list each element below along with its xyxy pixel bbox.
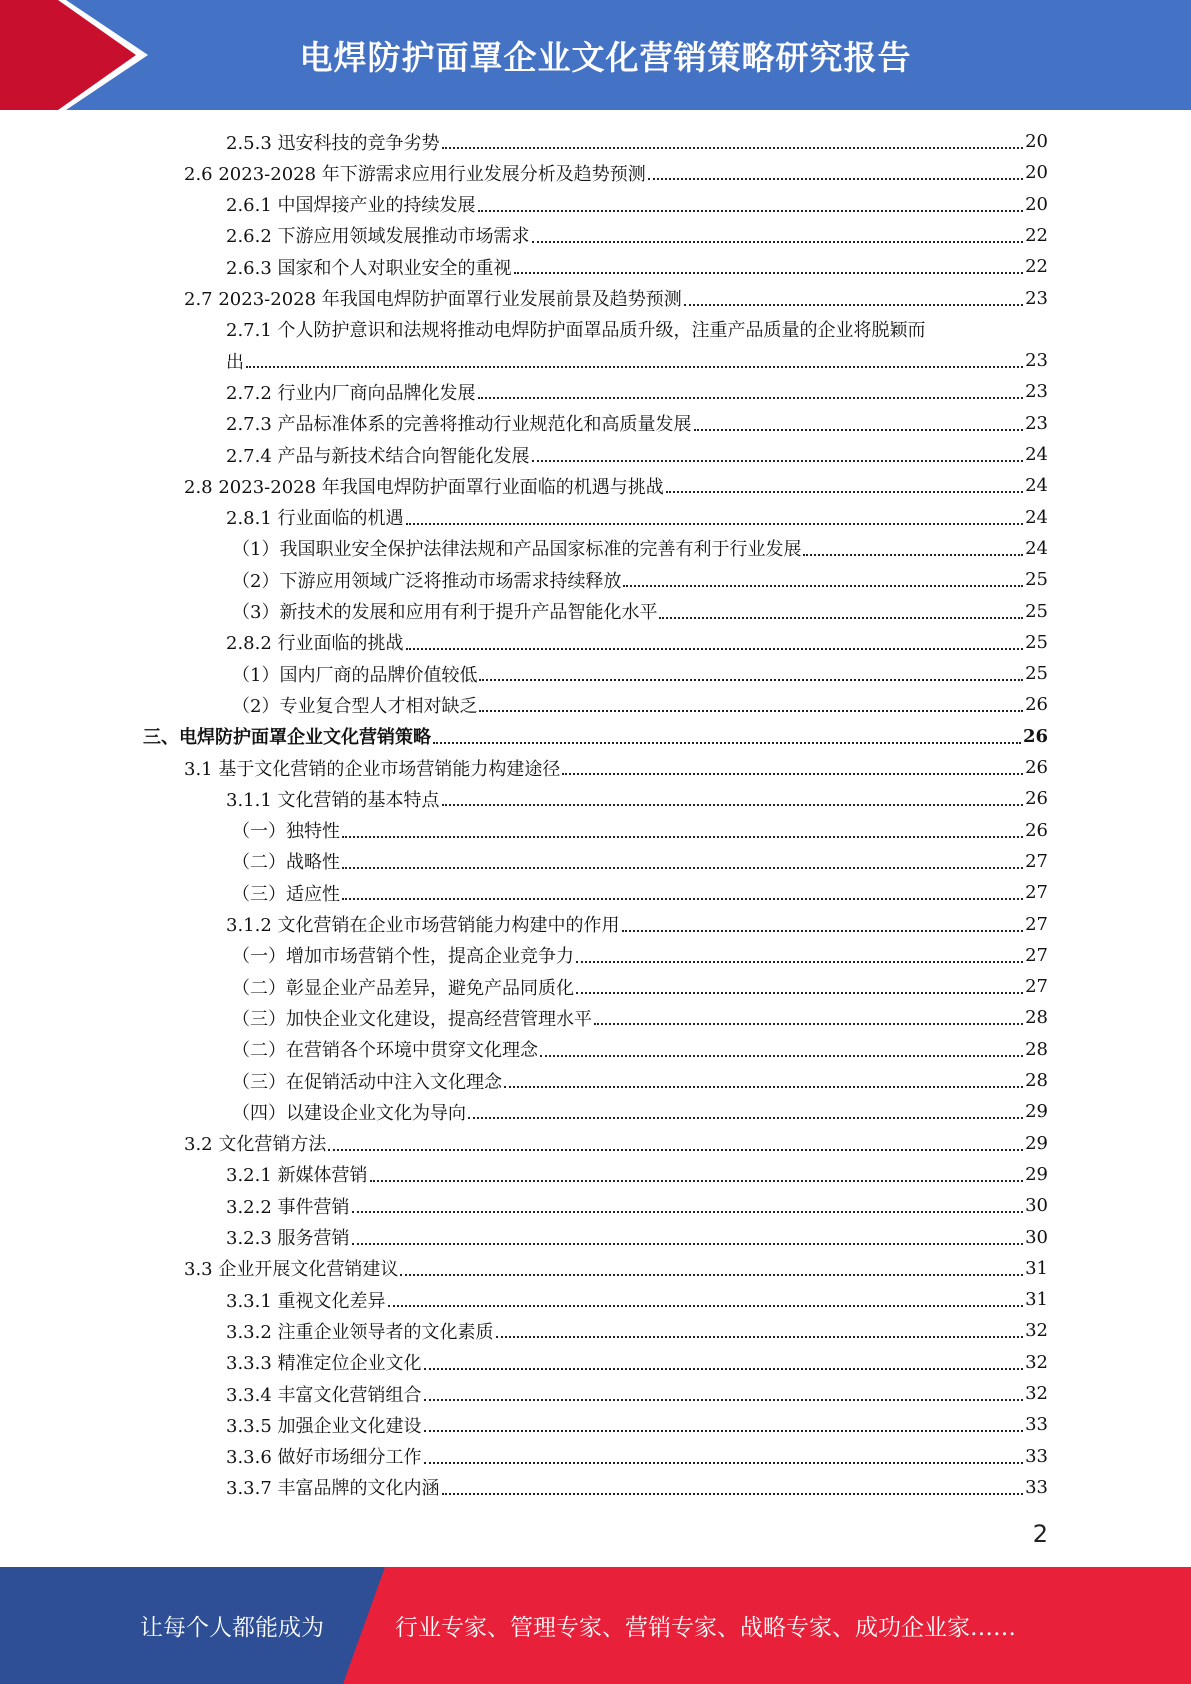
toc-entry-title: 3.3.7 丰富品牌的文化内涵 (226, 1478, 440, 1500)
toc-entry-page: 23 (1025, 381, 1048, 403)
toc-entry[interactable] (226, 376, 1048, 407)
toc-dot-leader (562, 772, 1023, 775)
toc-dot-leader (424, 1429, 1024, 1432)
toc-entry-page: 23 (1025, 287, 1048, 309)
toc-dot-leader (442, 146, 1024, 149)
toc-dot-leader (540, 1054, 1023, 1057)
toc-dot-leader (442, 803, 1024, 806)
toc-entry-title: 3.3 企业开展文化营销建议 (184, 1259, 399, 1281)
toc-entry-title: （三）适应性 (232, 883, 340, 905)
toc-entry-page: 24 (1025, 475, 1048, 497)
toc-entry-title: 2.7.2 行业内厂商向品牌化发展 (226, 382, 476, 404)
toc-dot-leader (479, 678, 1023, 681)
footer-slogan-left: 让每个人都能成为 (140, 1615, 324, 1641)
toc-entry-page: 28 (1025, 1038, 1048, 1060)
toc-dot-leader (532, 459, 1024, 462)
toc-entry-title: 3.3.2 注重企业领导者的文化素质 (226, 1321, 494, 1343)
toc-entry-page: 20 (1025, 193, 1048, 215)
toc-entry-title: 2.6.2 下游应用领域发展推动市场需求 (226, 226, 530, 248)
toc-dot-leader (388, 1304, 1024, 1307)
toc-dot-leader (424, 1398, 1024, 1401)
toc-entry-page: 28 (1025, 1007, 1048, 1029)
toc-entry-page: 27 (1025, 944, 1048, 966)
toc-entry[interactable] (184, 752, 1048, 783)
toc-dot-leader (478, 396, 1024, 399)
toc-dot-leader (406, 647, 1024, 650)
toc-dot-leader (352, 1210, 1024, 1213)
toc-dot-leader (576, 991, 1023, 994)
toc-dot-leader (576, 960, 1023, 963)
toc-entry-title: （二）彰显企业产品差异，避免产品同质化 (232, 977, 574, 999)
toc-dot-leader (433, 741, 1021, 744)
toc-entry-page: 30 (1025, 1226, 1048, 1248)
toc-dot-leader (504, 1085, 1023, 1088)
toc-entry-title: 3.2 文化营销方法 (184, 1134, 327, 1156)
toc-entry-title: 2.6.3 国家和个人对职业安全的重视 (226, 257, 512, 279)
toc-entry[interactable] (232, 533, 1048, 564)
toc-dot-leader (622, 929, 1024, 932)
toc-entry-page: 33 (1025, 1445, 1048, 1467)
page-number: 2 (1032, 1520, 1048, 1548)
toc-entry-title: 3.2.3 服务营销 (226, 1228, 350, 1249)
toc-entry-title: 2.6.1 中国焊接产业的持续发展 (226, 195, 476, 217)
toc-entry-page: 27 (1025, 913, 1048, 935)
toc-dot-leader (424, 1367, 1024, 1370)
toc-entry[interactable] (226, 1159, 1048, 1190)
toc-entry-title: 2.7.1 个人防护意识和法规将推动电焊防护面罩品质升级，注重产品质量的企业将脱颖而 (226, 320, 926, 342)
toc-dot-leader (594, 1022, 1023, 1025)
toc-entry[interactable] (226, 1315, 1048, 1346)
toc-entry-title: 2.5.3 迅安科技的竞争劣势 (226, 132, 440, 154)
toc-entry[interactable] (232, 940, 1048, 971)
toc-entry-title: 三、电焊防护面罩企业文化营销策略 (143, 727, 431, 749)
toc-entry[interactable] (232, 1096, 1048, 1127)
toc-entry-page: 25 (1025, 663, 1048, 685)
toc-dot-leader (342, 866, 1023, 869)
toc-entry[interactable] (226, 189, 1048, 220)
toc-entry-page: 26 (1025, 819, 1048, 841)
toc-dot-leader (514, 271, 1024, 274)
toc-dot-leader (370, 1179, 1024, 1182)
toc-entry-title: 2.8.2 行业面临的挑战 (226, 633, 404, 655)
toc-entry[interactable] (232, 1002, 1048, 1033)
toc-entry-page: 25 (1025, 631, 1048, 653)
toc-entry-page: 24 (1025, 444, 1048, 465)
toc-entry[interactable] (226, 408, 1048, 439)
toc-entry-title: 2.7.3 产品标准体系的完善将推动行业规范化和高质量发展 (226, 414, 692, 436)
toc-entry-title: 3.1.1 文化营销的基本特点 (226, 789, 440, 811)
toc-entry[interactable] (232, 846, 1048, 877)
toc-entry-title: 2.7.4 产品与新技术结合向智能化发展 (226, 445, 530, 467)
toc-entry-title: 3.2.2 事件营销 (226, 1196, 350, 1218)
toc-entry-title: （1）我国职业安全保护法律法规和产品国家标准的完善有利于行业发展 (232, 539, 802, 561)
toc-entry[interactable] (226, 1190, 1048, 1221)
toc-dot-leader (684, 303, 1023, 306)
toc-entry[interactable] (226, 439, 1048, 470)
toc-entry-page: 32 (1025, 1320, 1048, 1342)
toc-entry-title: （四）以建设企业文化为导向 (232, 1102, 466, 1124)
toc-entry-title: （一）独特性 (232, 821, 340, 843)
toc-entry[interactable] (226, 1347, 1048, 1378)
toc-entry[interactable] (226, 1284, 1048, 1315)
toc-dot-leader (803, 553, 1023, 556)
footer-slogan-right: 行业专家、管理专家、营销专家、战略专家、成功企业家…… (395, 1615, 1016, 1641)
toc-entry-title: （二）战略性 (232, 852, 340, 874)
header-band (0, 0, 1191, 110)
toc-entry-page: 25 (1025, 569, 1048, 591)
toc-entry-title: 3.3.5 加强企业文化建设 (226, 1415, 422, 1437)
toc-entry[interactable] (226, 1378, 1048, 1409)
toc-entry-page: 24 (1025, 506, 1048, 528)
toc-entry-page: 27 (1025, 882, 1048, 904)
toc-dot-leader (406, 522, 1024, 525)
toc-entry[interactable] (226, 1409, 1048, 1440)
toc-entry[interactable] (226, 345, 1048, 376)
toc-entry-page: 31 (1025, 1289, 1048, 1311)
toc-entry-title: 2.8 2023-2028 年我国电焊防护面罩行业面临的机遇与挑战 (184, 476, 664, 498)
toc-entry-title: （三）加快企业文化建设，提高经营管理水平 (232, 1008, 592, 1030)
toc-entry-page: 32 (1025, 1383, 1048, 1404)
toc-dot-leader (342, 835, 1023, 838)
toc-entry[interactable] (232, 971, 1048, 1002)
toc-entry-title: 3.3.4 丰富文化营销组合 (226, 1384, 422, 1406)
toc-dot-leader (342, 897, 1023, 900)
toc-dot-leader (623, 584, 1023, 587)
toc-entry-title: 3.1 基于文化营销的企业市场营销能力构建途径 (184, 758, 561, 780)
toc-dot-leader (496, 1335, 1024, 1338)
toc-entry[interactable] (226, 1222, 1048, 1253)
toc-entry-title: （2）下游应用领域广泛将推动市场需求持续释放 (232, 570, 622, 592)
toc-entry-page: 33 (1025, 1476, 1048, 1498)
toc-entry-page: 20 (1025, 162, 1048, 184)
toc-entry[interactable] (184, 157, 1048, 188)
toc-entry-page: 23 (1025, 350, 1048, 372)
toc-entry[interactable] (226, 251, 1048, 282)
toc-entry[interactable] (226, 909, 1048, 940)
toc-entry-page: 23 (1025, 412, 1048, 434)
toc-entry[interactable] (232, 877, 1048, 908)
toc-entry[interactable] (184, 1128, 1048, 1159)
footer-band (0, 1567, 1191, 1684)
toc-entry-title: 3.3.1 重视文化差异 (226, 1290, 386, 1312)
toc-entry[interactable] (226, 220, 1048, 251)
toc-dot-leader (442, 1492, 1024, 1495)
toc-entry-title: （三）在促销活动中注入文化理念 (232, 1071, 502, 1093)
toc-entry[interactable] (226, 314, 1048, 345)
toc-entry[interactable] (232, 658, 1048, 689)
toc-entry-title: 2.8.1 行业面临的机遇 (226, 508, 404, 530)
toc-dot-leader (468, 1116, 1023, 1119)
toc-entry[interactable] (226, 1441, 1048, 1472)
toc-entry[interactable] (226, 1472, 1048, 1503)
toc-entry[interactable] (232, 689, 1048, 720)
toc-entry-title: 2.7 2023-2028 年我国电焊防护面罩行业发展前景及趋势预测 (184, 289, 682, 310)
toc-entry-page: 29 (1025, 1132, 1048, 1154)
toc-dot-leader (659, 616, 1023, 619)
toc-entry[interactable] (226, 126, 1048, 157)
toc-entry[interactable] (226, 502, 1048, 533)
toc-entry-page: 32 (1025, 1351, 1048, 1373)
toc-entry-title: （2）专业复合型人才相对缺乏 (232, 695, 478, 717)
toc-entry-title: （一）增加市场营销个性，提高企业竞争力 (232, 946, 574, 968)
toc-entry-page: 26 (1022, 725, 1048, 747)
toc-entry-title: （二）在营销各个环境中贯穿文化理念 (232, 1040, 538, 1062)
toc-entry[interactable] (184, 470, 1048, 501)
toc-dot-leader (246, 365, 1023, 368)
toc-entry-title: （3）新技术的发展和应用有利于提升产品智能化水平 (232, 602, 658, 623)
toc-entry-page: 29 (1025, 1163, 1048, 1185)
toc-dot-leader (352, 1242, 1024, 1245)
toc-entry[interactable] (226, 783, 1048, 814)
toc-dot-leader (328, 1148, 1023, 1151)
toc-dot-leader (424, 1461, 1024, 1464)
toc-entry-page: 29 (1025, 1101, 1048, 1123)
toc-entry-title: 3.1.2 文化营销在企业市场营销能力构建中的作用 (226, 915, 620, 936)
toc-entry[interactable] (232, 1034, 1048, 1065)
toc-entry-page: 20 (1025, 131, 1048, 152)
toc-entry-page: 33 (1025, 1414, 1048, 1436)
toc-entry-page: 25 (1025, 600, 1048, 622)
toc-dot-leader (532, 240, 1024, 243)
toc-dot-leader (694, 428, 1024, 431)
toc-entry-page: 27 (1025, 976, 1048, 998)
toc-dot-leader (479, 709, 1023, 712)
toc-entry-page: 30 (1025, 1195, 1048, 1217)
toc-entry[interactable] (184, 283, 1048, 314)
toc-dot-leader (648, 177, 1023, 180)
toc-entry-title: 3.3.6 做好市场细分工作 (226, 1447, 422, 1469)
toc-entry-page: 22 (1025, 256, 1048, 278)
toc-entry[interactable] (232, 596, 1048, 627)
toc-entry-page: 27 (1025, 850, 1048, 872)
toc-entry-title: （1）国内厂商的品牌价值较低 (232, 664, 478, 686)
toc-entry-title: 出 (226, 351, 244, 373)
toc-dot-leader (400, 1273, 1023, 1276)
toc-entry[interactable] (184, 1253, 1048, 1284)
toc-dot-leader (666, 490, 1023, 493)
toc-entry-title: 3.3.3 精准定位企业文化 (226, 1353, 422, 1375)
toc-entry-page: 31 (1025, 1257, 1048, 1279)
toc-dot-leader (478, 209, 1024, 212)
report-title: 电焊防护面罩企业文化营销策略研究报告 (299, 37, 912, 77)
toc-entry[interactable] (232, 1065, 1048, 1096)
toc-entry-page: 24 (1025, 537, 1048, 559)
toc-entry[interactable] (232, 564, 1048, 595)
toc-entry-page: 28 (1025, 1070, 1048, 1091)
toc-entry-title: 3.2.1 新媒体营销 (226, 1165, 368, 1187)
toc-entry-page: 26 (1025, 757, 1048, 778)
toc-entry-page: 22 (1025, 224, 1048, 246)
toc-entry-page: 26 (1025, 694, 1048, 716)
toc-entry-page: 26 (1025, 788, 1048, 810)
toc-entry[interactable] (232, 815, 1048, 846)
toc-entry[interactable] (226, 627, 1048, 658)
toc-entry[interactable] (143, 721, 1048, 752)
toc-entry-title: 2.6 2023-2028 年下游需求应用行业发展分析及趋势预测 (184, 163, 646, 185)
